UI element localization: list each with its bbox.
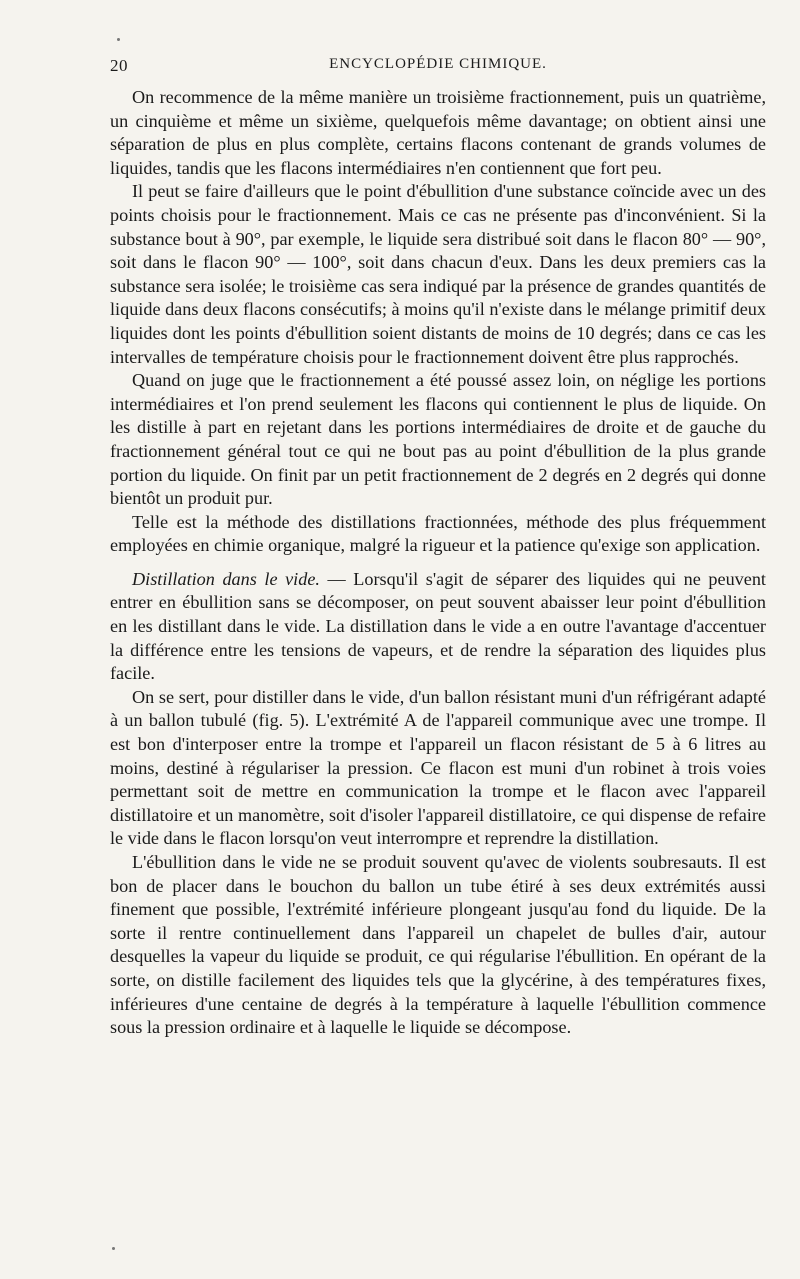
page-number: 20 bbox=[110, 56, 128, 75]
paragraph: On se sert, pour distiller dans le vide, d'un ballon résistant muni d'un réfrigérant adapté à un ballon tubulé (fig. 5). L'extrémité A de l'appareil communique avec une trompe. Il est bon d'interposer entre la trompe et l'appareil un flacon résistant de 5 à 6 litres au moins, destiné à régulariser la pression. Ce flacon est muni d'un robinet à trois voies permettant soit de mettre en communication la trompe et le flacon avec l'appareil distillatoire et un manomètre, soit d'isoler l'appareil distillatoire, ce qui dispense de refaire le vide dans le flacon lorsqu'on veut interrompre et reprendre la distillation. bbox=[110, 686, 766, 849]
running-title: ENCYCLOPÉDIE CHIMIQUE. bbox=[329, 56, 547, 72]
paragraph: L'ébullition dans le vide ne se produit souvent qu'avec de violents soubresauts. Il est bon de placer dans le bouchon du ballon un tube étiré à ses deux extrémités aussi finement que possible, l'extrémité inférieure plongeant jusqu'au fond du liquide. De la sorte il rentre continuellement dans l'appareil un chapelet de bulles d'air, autour desquelles la vapeur du liquide se produit, ce qui régularise l'ébullition. En opérant de la sorte, on distille facilement des liquides tels que la glycérine, à des températures fixes, inférieures d'une centaine de degrés à la température à laquelle l'ébullition commence sous la pression ordinaire et à laquelle le liquide se décompose. bbox=[110, 852, 766, 1038]
body-text bbox=[110, 86, 766, 1040]
section-paragraph bbox=[110, 568, 766, 686]
paragraph: Quand on juge que le fractionnement a été poussé assez loin, on néglige les portions intermédiaires et l'on prend seulement les flacons qui contiennent le plus de liquide. On les distille à part en rejetant dans les portions intermédiaires de droite et de gauche du fractionnement général tout ce qui ne bout pas au point d'ébullition de la plus grande portion du liquide. On finit par un petit fractionnement de 2 degrés en 2 degrés qui donne bientôt un produit pur. bbox=[110, 370, 766, 509]
page-header bbox=[110, 56, 766, 80]
section-title: Distillation dans le vide. bbox=[132, 568, 320, 589]
paragraph: Telle est la méthode des distillations fractionnées, méthode des plus fréquemment employées en chimie organique, malgré la rigueur et la patience qu'exige son application. bbox=[110, 511, 766, 556]
section-text: — Lorsqu'il s'agit de séparer des liquides qui ne peuvent entrer en ébullition sans se décomposer, on peut souvent abaisser leur point d'ébullition en les distillant dans le vide. La distillation dans le vide a en outre l'avantage d'accentuer la différence entre les tensions de vapeurs, et de rendre la séparation des liquides plus facile. bbox=[110, 568, 766, 684]
scan-speck bbox=[112, 1247, 115, 1250]
scan-speck bbox=[117, 38, 120, 41]
paragraph: Il peut se faire d'ailleurs que le point d'ébullition d'une substance coïncide avec un des points choisis pour le fractionnement. Mais ce cas ne présente pas d'inconvénient. Si la substance bout à 90°, par exemple, le liquide sera distribué soit dans le flacon 80° — 90°, soit dans le flacon 90° — 100°, soit dans chacun d'eux. Dans les deux premiers cas la substance sera isolée; le troisième cas sera indiqué par la présence de grandes quantités de liquide dans deux flacons consécutifs; à moins qu'il n'existe dans le mélange primitif deux liquides dont les points d'ébullition soient distants de moins de 10 degrés; dans ce cas les intervalles de température choisis pour le fractionnement doivent être plus rapprochés. bbox=[110, 181, 766, 367]
paragraph: On recommence de la même manière un troisième fractionnement, puis un quatrième, un cinquième et même un sixième, quelquefois même davantage; on obtient ainsi une séparation de plus en plus complète, certains flacons contenant de grands volumes de liquides, tandis que les flacons intermédiaires n'en contiennent que fort peu. bbox=[110, 87, 766, 178]
